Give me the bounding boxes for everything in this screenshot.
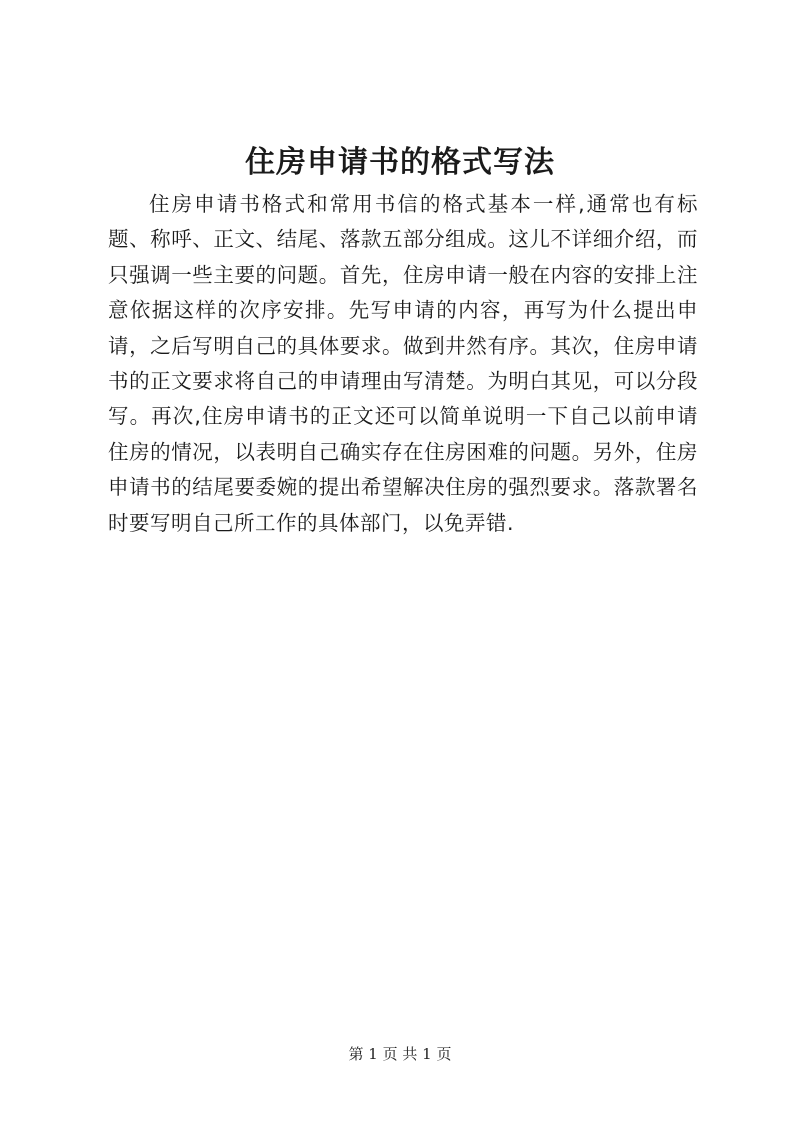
- page-footer: 第 1 页 共 1 页: [348, 1045, 452, 1063]
- document-body-paragraph: 住房申请书格式和常用书信的格式基本一样,通常也有标题、称呼、正文、结尾、落款五部分组成。这儿不详细介绍，而只强调一些主要的问题。首先，住房申请一般在内容的安排上注意依据这样的次序安排。先写申请的内容，再写为什么提出申请，之后写明自己的具体要求。做到井然有序。其次，住房申请书的正文要求将自己的申请理由写清楚。为明白其见，可以分段写。再次,住房申请书的正文还可以简单说明一下自己以前申请住房的情况，以表明自己确实存在住房困难的问题。另外，住房申请书的结尾要委婉的提出希望解决住房的强烈要求。落款署名时要写明自己所工作的具体部门，以免弄错.: [108, 192, 698, 535]
- document-title: 住房申请书的格式写法: [245, 145, 555, 180]
